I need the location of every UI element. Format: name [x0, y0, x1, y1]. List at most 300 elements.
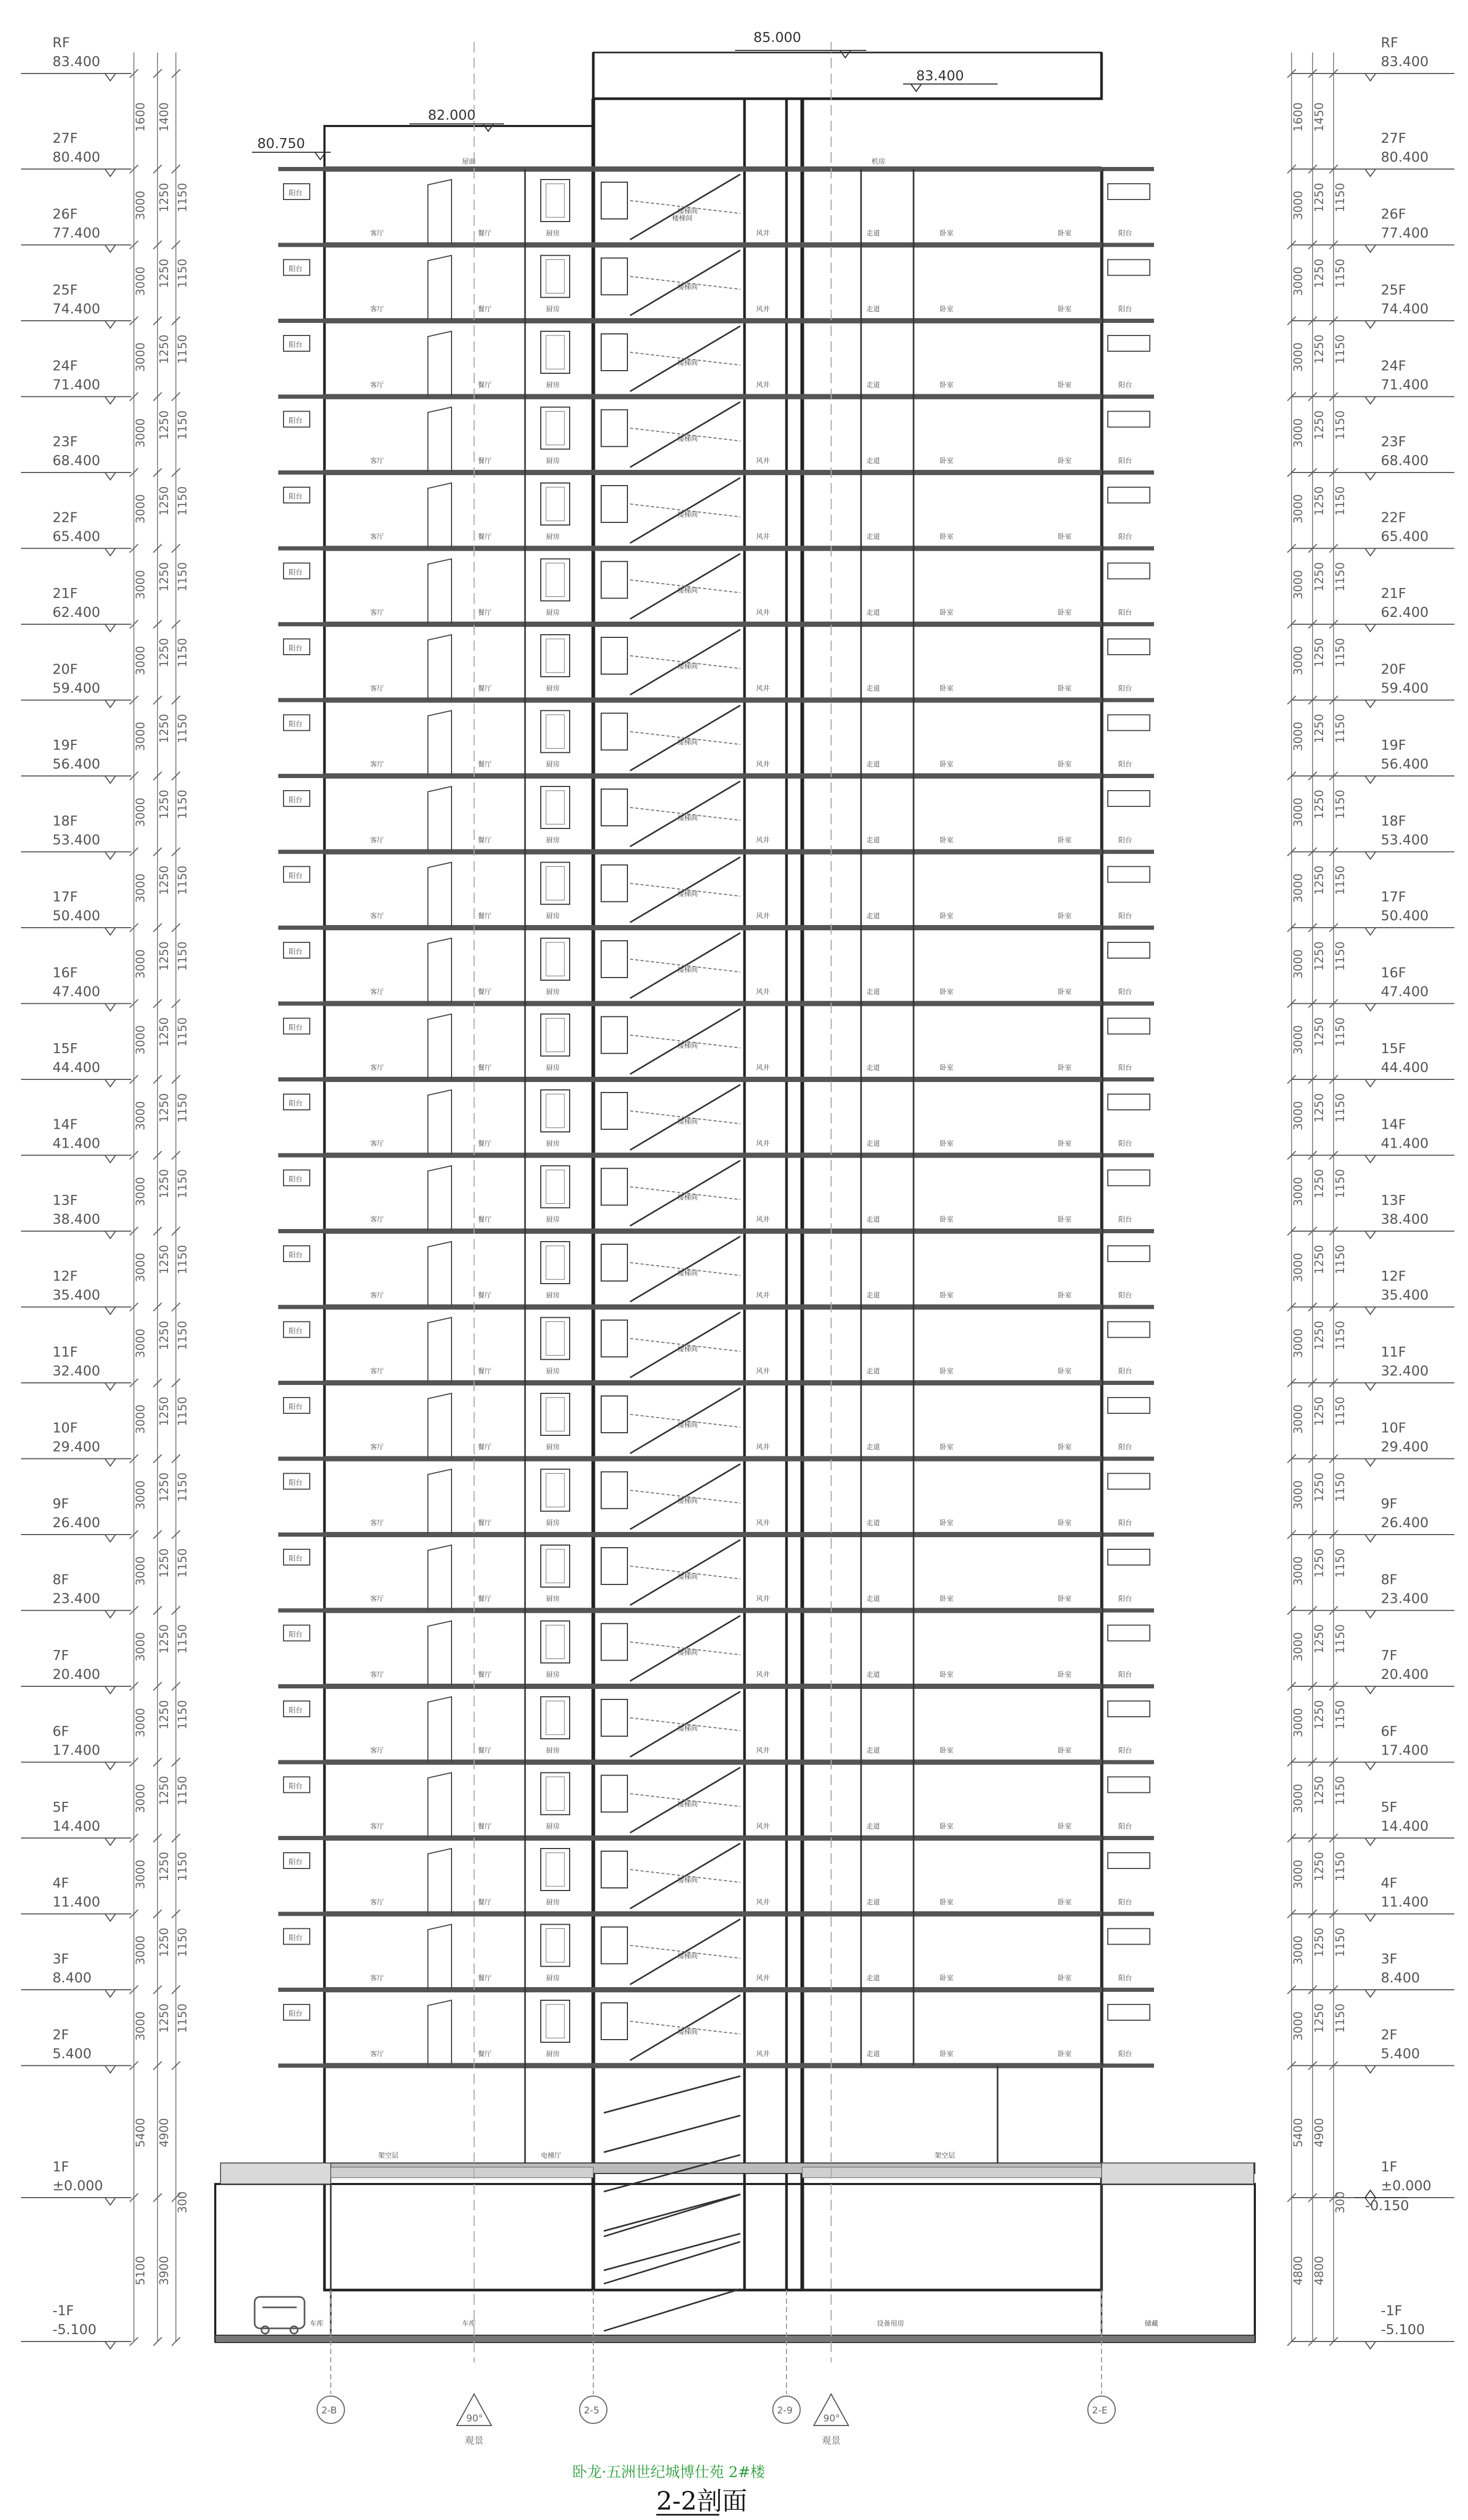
dim-sub-right: 1250 [1313, 1169, 1326, 1199]
room-label-kitchen: 厨房 [546, 1368, 560, 1376]
dim-floor-left: 3000 [134, 494, 148, 524]
level-elev-right: 20.400 [1381, 1667, 1429, 1683]
room-label-corridor: 走道 [866, 1823, 880, 1831]
room-label-kitchen: 厨房 [546, 1292, 560, 1300]
room-label-bedroom: 卧室 [940, 1368, 954, 1376]
dim-sub-right: 1250 [1313, 865, 1326, 895]
dim-sub2-left: 1150 [176, 1927, 190, 1957]
level-name-left: 8F [53, 1572, 69, 1588]
dim-floor-right: 3000 [1292, 1025, 1305, 1055]
dim-sub-right: 1250 [1313, 1472, 1326, 1502]
room-label-balcony-left: 阳台 [289, 645, 303, 653]
dim-sub-right: 1250 [1313, 1093, 1326, 1123]
room-label-balcony-left: 阳台 [289, 1252, 303, 1259]
dim-sub2-right: 1150 [1334, 258, 1347, 288]
door-opening [428, 1697, 452, 1762]
dim-floor-left: 3000 [134, 266, 148, 296]
balcony-slab-right [1102, 1836, 1154, 1840]
room-label-kitchen: 厨房 [546, 533, 560, 541]
level-name-left: 16F [53, 965, 78, 981]
level-elev-left: 5.400 [53, 2046, 92, 2062]
level-elev-right: 17.400 [1381, 1742, 1429, 1759]
room-label-balcony-left: 阳台 [289, 1631, 303, 1639]
room-label-balcony-left: 阳台 [289, 569, 303, 577]
level-name-right: 18F [1381, 813, 1407, 830]
dim-sub2-left: 1150 [176, 1700, 190, 1730]
door-opening [428, 1318, 452, 1383]
room-label-bedroom: 卧室 [940, 761, 954, 769]
level-name-right: 1F [1381, 2159, 1398, 2175]
dim-rf-left: 1600 [134, 102, 148, 132]
room-label-balcony-right: 阳台 [1118, 457, 1133, 465]
level-elev-left: 11.400 [53, 1894, 100, 1910]
dim-floor-left: 3000 [134, 1025, 148, 1055]
balcony-slab-left [278, 926, 326, 930]
level-elev-right: 74.400 [1381, 301, 1429, 317]
room-label-base-left: 车库 [310, 2320, 324, 2328]
stair-flights [604, 174, 740, 2331]
level-name-left: 5F [53, 1800, 69, 1815]
room-label-corridor: 走道 [866, 1898, 880, 1907]
window-frame [541, 559, 570, 601]
room-label-living: 客厅 [370, 988, 384, 996]
balcony-slab-left [278, 2064, 326, 2068]
room-label-corridor: 走道 [866, 761, 880, 769]
dim-floor-right: 3000 [1292, 1480, 1305, 1510]
room-label-dining: 餐厅 [478, 1595, 492, 1603]
room-label-bedroom-2: 卧室 [1058, 1519, 1072, 1527]
balcony-slab-left [278, 1077, 326, 1082]
level-elev-right: 38.400 [1381, 1212, 1429, 1227]
balcony-rail-right [1108, 184, 1150, 200]
level-triangle-left [105, 1156, 116, 1163]
level-elev-left: 83.400 [53, 54, 100, 70]
room-label-kitchen: 厨房 [546, 988, 560, 996]
room-label-stair: 楼梯间 [677, 1801, 698, 1809]
room-label-balcony-right: 阳台 [1118, 1747, 1133, 1755]
floor-slab [324, 1380, 1102, 1385]
level-elev-left: 20.400 [53, 1667, 100, 1683]
balcony-rail-right [1108, 1398, 1150, 1413]
level-name-left: 11F [53, 1345, 78, 1360]
balcony-slab-left [278, 1229, 326, 1233]
dim-sub-right: 1250 [1313, 334, 1326, 364]
dim-sub-right: 1250 [1313, 1852, 1326, 1882]
level-name-left: 20F [53, 662, 78, 678]
balcony-slab-left [278, 1912, 326, 1916]
room-label-balcony-left: 阳台 [289, 720, 303, 729]
room-label-bedroom-2: 卧室 [1058, 1292, 1072, 1300]
balcony-rail-right [1108, 1094, 1150, 1110]
dim-basement-inner-left: 3900 [158, 2256, 171, 2285]
dim-floor-right: 3000 [1292, 1253, 1305, 1283]
dim-sub2-right: 1150 [1334, 1320, 1347, 1350]
room-label-living: 客厅 [370, 2050, 384, 2059]
door-opening [428, 863, 452, 928]
balcony-slab-left [278, 243, 326, 247]
level-triangle-left [105, 776, 116, 783]
room-label-bedroom: 卧室 [940, 1519, 954, 1527]
floor-slab [324, 1608, 1102, 1613]
dim-floor-right: 3000 [1292, 873, 1305, 903]
dim-floor-left: 3000 [134, 1177, 148, 1206]
dim-sub2-right: 1150 [1334, 183, 1347, 213]
room-label-bedroom: 卧室 [940, 533, 954, 541]
level-triangle-right [1365, 928, 1376, 935]
dim-floor-left: 3000 [134, 797, 148, 827]
window-glass [546, 412, 564, 445]
room-label-bedroom: 卧室 [940, 1216, 954, 1224]
level-name-left: 7F [53, 1648, 69, 1664]
room-label-corridor: 走道 [866, 1747, 880, 1755]
balcony-slab-left [278, 1609, 326, 1613]
room-label-corridor: 走道 [866, 229, 880, 238]
room-label-bedroom-2: 卧室 [1058, 533, 1072, 541]
room-label-living: 客厅 [370, 1823, 384, 1831]
room-label-bedroom-2: 卧室 [1058, 761, 1072, 769]
level-triangle-left [105, 397, 116, 404]
room-label-dining: 餐厅 [478, 685, 492, 693]
room-label-stair: 楼梯间 [677, 207, 698, 216]
room-label-shaft: 风井 [756, 912, 770, 920]
right-parapet-elev: 83.400 [916, 68, 964, 84]
room-label-bedroom: 卧室 [940, 836, 954, 845]
balcony-slab-right [1102, 1077, 1154, 1082]
level-name-left: 24F [53, 358, 78, 374]
room-label-kitchen: 厨房 [546, 609, 560, 617]
level-triangle-right [1365, 1004, 1376, 1011]
room-label-shaft: 风井 [756, 381, 770, 390]
balcony-slab-left [278, 395, 326, 399]
room-label-dining: 餐厅 [478, 1292, 492, 1300]
room-label-balcony-left: 阳台 [289, 796, 303, 804]
room-label-dining: 餐厅 [478, 229, 492, 238]
dim-sub2-right: 1150 [1334, 713, 1347, 743]
level-elev-right: 47.400 [1381, 984, 1429, 1000]
door-opening [428, 483, 452, 549]
window-frame [541, 1393, 570, 1435]
room-label-kitchen: 厨房 [546, 1519, 560, 1527]
level-name-right: 11F [1381, 1345, 1407, 1360]
door-opening [428, 1242, 452, 1307]
dim-sub2-right: 1150 [1334, 790, 1347, 820]
dim-sub-right: 1250 [1313, 638, 1326, 668]
dim-sub2-left: 1150 [176, 562, 190, 592]
dim-sub-right: 1250 [1313, 410, 1326, 440]
level-name-right: 7F [1381, 1648, 1398, 1664]
room-label-bedroom-2: 卧室 [1058, 1823, 1072, 1831]
room-label-balcony-right: 阳台 [1118, 381, 1133, 390]
level-elev-right: 59.400 [1381, 680, 1429, 697]
room-label-dining: 餐厅 [478, 1216, 492, 1224]
level-elev-right: 8.400 [1381, 1970, 1420, 1986]
dim-sub2-right: 1150 [1334, 1245, 1347, 1275]
core-window [601, 1472, 627, 1509]
level-triangle-left [105, 1990, 116, 1997]
dim-floor-left: 3000 [134, 418, 148, 448]
dim-floor-left: 3000 [134, 1708, 148, 1738]
dim-sub-right: 1250 [1313, 1927, 1326, 1957]
balcony-slab-right [1102, 1988, 1154, 1992]
level-triangle-left [105, 1914, 116, 1922]
room-label-living: 客厅 [370, 533, 384, 541]
window-frame [541, 863, 570, 905]
dim-sub-right: 1250 [1313, 1700, 1326, 1730]
axis-label-4: 2-E [1092, 2405, 1108, 2416]
dim-sub-left: 1250 [158, 2003, 171, 2033]
balcony-slab-left [278, 470, 326, 475]
room-label-base-right: 储藏 [1145, 2320, 1159, 2328]
window-glass [546, 715, 564, 749]
dim-floor-right: 3000 [1292, 721, 1305, 751]
room-label-living: 客厅 [370, 1671, 384, 1679]
level-triangle-right [1365, 549, 1376, 556]
dim-sub-right: 1250 [1313, 713, 1326, 743]
level-triangle-left [105, 549, 116, 556]
room-label-balcony-right: 阳台 [1118, 1216, 1133, 1224]
level-triangle-right [1365, 1762, 1376, 1770]
dim-floor-right: 3000 [1292, 646, 1305, 676]
level-elev-left: 8.400 [53, 1970, 92, 1986]
room-label-balcony-left: 阳台 [289, 1175, 303, 1184]
axis-label-2: 2-5 [584, 2405, 600, 2416]
floor-slab [324, 849, 1102, 855]
room-label-kitchen: 厨房 [546, 1595, 560, 1603]
dim-floor-left: 3000 [134, 1328, 148, 1358]
dim-sub2-left: 1150 [176, 1017, 190, 1047]
window-glass [546, 1018, 564, 1052]
room-label-stair: 楼梯间 [677, 1725, 698, 1733]
dim-floor-right: 3000 [1292, 1404, 1305, 1434]
level-name-right: -1F [1381, 2303, 1402, 2319]
level-elev-left: 68.400 [53, 453, 100, 469]
room-label-balcony-left: 阳台 [289, 1100, 303, 1108]
level-elev-right: 80.400 [1381, 150, 1429, 165]
level-triangle-right [1365, 776, 1376, 783]
room-label-balcony-right: 阳台 [1118, 609, 1133, 617]
dim-sub-left: 1250 [158, 183, 171, 213]
room-label-dining: 餐厅 [478, 1368, 492, 1376]
level-elev-right: 71.400 [1381, 377, 1429, 393]
window-frame [541, 635, 570, 677]
level-triangle-right [1365, 245, 1376, 253]
core-window [601, 486, 627, 522]
level-name-left: 18F [53, 813, 78, 830]
balcony-slab-left [278, 1684, 326, 1688]
door-opening [428, 1469, 452, 1535]
floor-slab [324, 2063, 1102, 2068]
dim-sub-right: 1250 [1313, 562, 1326, 592]
level-triangle-right [1365, 169, 1376, 176]
room-label-bedroom-2: 卧室 [1058, 457, 1072, 465]
dim-sub2-right: 1150 [1334, 1548, 1347, 1578]
dim-sub2-right: 1150 [1334, 1624, 1347, 1654]
dim-floor-right: 3000 [1292, 1177, 1305, 1206]
car-icon [255, 2297, 305, 2334]
dim-sub-left: 1250 [158, 1245, 171, 1275]
room-label-balcony-right: 阳台 [1118, 1292, 1133, 1300]
stair-flight [604, 2194, 740, 2236]
level-name-left: 15F [53, 1041, 78, 1057]
dim-sub-left: 1250 [158, 334, 171, 364]
floor-slab [324, 1077, 1102, 1082]
balcony-rail-right [1108, 1701, 1150, 1717]
level-elev-right: 56.400 [1381, 757, 1429, 772]
room-label-shaft: 风井 [756, 1292, 770, 1300]
dim-sub-left: 1250 [158, 865, 171, 895]
dim-sub-left: 1250 [158, 941, 171, 971]
level-elev-right: 50.400 [1381, 908, 1429, 924]
dim-floor-left: 3000 [134, 570, 148, 600]
balcony-slab-left [278, 622, 326, 626]
view-angle-left: 90° [466, 2413, 483, 2424]
room-label-dining: 餐厅 [478, 761, 492, 769]
level-triangle-right [1365, 624, 1376, 632]
dim-sub-right: 1250 [1313, 1776, 1326, 1805]
window-frame [541, 1469, 570, 1511]
room-label-bedroom-2: 卧室 [1058, 1140, 1072, 1148]
window-glass [546, 1777, 564, 1811]
room-label-shaft: 风井 [756, 1898, 770, 1907]
room-label-stair: 楼梯间 [677, 739, 698, 747]
balcony-slab-right [1102, 1229, 1154, 1233]
room-label-corridor: 走道 [866, 1292, 880, 1300]
level-name-left: 1F [53, 2159, 69, 2175]
window-glass [546, 1853, 564, 1886]
window-frame [541, 1014, 570, 1056]
room-label-bedroom: 卧室 [940, 988, 954, 996]
core-window [601, 865, 627, 902]
dim-top-right: 1450 [1313, 102, 1326, 132]
level-name-left: 9F [53, 1496, 69, 1512]
dim-floor-left: 3000 [134, 721, 148, 751]
floor-slab [324, 318, 1102, 323]
room-label-bedroom-2: 卧室 [1058, 988, 1072, 996]
level-elev-right: 14.400 [1381, 1819, 1429, 1834]
dim-sub2-right: 1150 [1334, 486, 1347, 516]
room-label-corridor: 走道 [866, 2050, 880, 2059]
window-glass [546, 1549, 564, 1583]
dim-sub-right: 1250 [1313, 1245, 1326, 1275]
level-elev-left: 38.400 [53, 1212, 100, 1227]
level-triangle-left [105, 1838, 116, 1845]
dim-floor-right: 3000 [1292, 342, 1305, 372]
room-label-shaft: 风井 [756, 836, 770, 845]
dim-sub-left: 1250 [158, 1776, 171, 1805]
window-glass [546, 639, 564, 673]
core-window [601, 1548, 627, 1584]
level-name-left: 19F [53, 738, 78, 753]
window-glass [546, 1701, 564, 1735]
level-elev-left: 32.400 [53, 1363, 100, 1379]
level-triangle-right [1365, 397, 1376, 404]
roof-peak-elev: 85.000 [753, 30, 801, 46]
view-symbol-left [457, 2394, 491, 2446]
room-label-shaft: 风井 [756, 229, 770, 238]
level-triangle-left [105, 321, 116, 328]
core-window [601, 713, 627, 750]
room-label-balcony-left: 阳台 [289, 1479, 303, 1487]
room-label-shaft: 风井 [756, 761, 770, 769]
level-elev-left: -5.100 [53, 2322, 97, 2338]
dim-sub2-left: 1150 [176, 258, 190, 288]
level-name-left: 4F [53, 1875, 69, 1892]
door-opening [428, 1090, 452, 1156]
dim-floor-left: 3000 [134, 1480, 148, 1510]
room-label-stair: 楼梯间 [677, 1876, 698, 1885]
room-label-kitchen: 厨房 [546, 1823, 560, 1831]
top-elevation-marks [252, 30, 998, 160]
room-label-dining: 餐厅 [478, 457, 492, 465]
room-label-stair: 楼梯间 [677, 511, 698, 519]
dim-sub2-right: 1150 [1334, 1093, 1347, 1123]
room-label-corridor: 走道 [866, 381, 880, 390]
room-label-living: 客厅 [370, 1519, 384, 1527]
room-label-balcony-left: 阳台 [289, 417, 303, 425]
view-label-right: 观景 [822, 2435, 841, 2446]
room-label-living: 客厅 [370, 761, 384, 769]
dim-sub2-left: 1150 [176, 713, 190, 743]
level-name-left: 12F [53, 1268, 78, 1285]
balcony-slab-right [1102, 547, 1154, 551]
dim-sub2-left: 1150 [176, 486, 190, 516]
room-label-bedroom: 卧室 [940, 1747, 954, 1755]
floor-slabs [278, 166, 1154, 2068]
balcony-rail-right [1108, 260, 1150, 276]
dim-sub-left: 1250 [158, 713, 171, 743]
window-glass [546, 1094, 564, 1128]
room-label-stair: 楼梯间 [677, 966, 698, 974]
balcony-slab-right [1102, 1532, 1154, 1537]
window-frame [541, 1773, 570, 1815]
room-label-shaft: 风井 [756, 533, 770, 541]
level-elev-left: 77.400 [53, 225, 100, 242]
level-triangle-right [1365, 1383, 1376, 1390]
dim-sub2-right: 1150 [1334, 865, 1347, 895]
balcony-slab-right [1102, 622, 1154, 626]
balcony-slab-left [278, 1153, 326, 1158]
room-label-dining: 餐厅 [478, 533, 492, 541]
balcony-slab-left [278, 1457, 326, 1461]
room-label-shaft: 风井 [756, 1368, 770, 1376]
level-triangle-left [105, 2342, 116, 2349]
room-label-kitchen: 厨房 [546, 685, 560, 693]
level-name-right: 13F [1381, 1193, 1407, 1209]
room-label-balcony-left: 阳台 [289, 1934, 303, 1942]
room-label-bedroom: 卧室 [940, 1823, 954, 1831]
balcony-slab-left [278, 1532, 326, 1537]
window-frame [541, 1545, 570, 1587]
room-label-balcony-left: 阳台 [289, 872, 303, 880]
level-name-left: 21F [53, 586, 78, 602]
level-name-right: 24F [1381, 358, 1407, 374]
window-frame [541, 180, 570, 222]
level-elev-left: 17.400 [53, 1742, 100, 1759]
balcony-rail-right [1108, 1929, 1150, 1945]
core-window [601, 1169, 627, 1205]
room-label-shaft: 风井 [756, 1747, 770, 1755]
door-opening [428, 180, 452, 245]
room-label-stair: 楼梯间 [677, 1194, 698, 1202]
room-label-dining: 餐厅 [478, 1747, 492, 1755]
room-label-dining: 餐厅 [478, 2050, 492, 2059]
window-glass [546, 2004, 564, 2038]
dim-sub-left: 1250 [158, 1472, 171, 1502]
dim-sub-right: 1250 [1313, 486, 1326, 516]
room-label-corridor: 走道 [866, 457, 880, 465]
level-elev-left: 23.400 [53, 1591, 100, 1607]
room-label-bedroom: 卧室 [940, 381, 954, 390]
